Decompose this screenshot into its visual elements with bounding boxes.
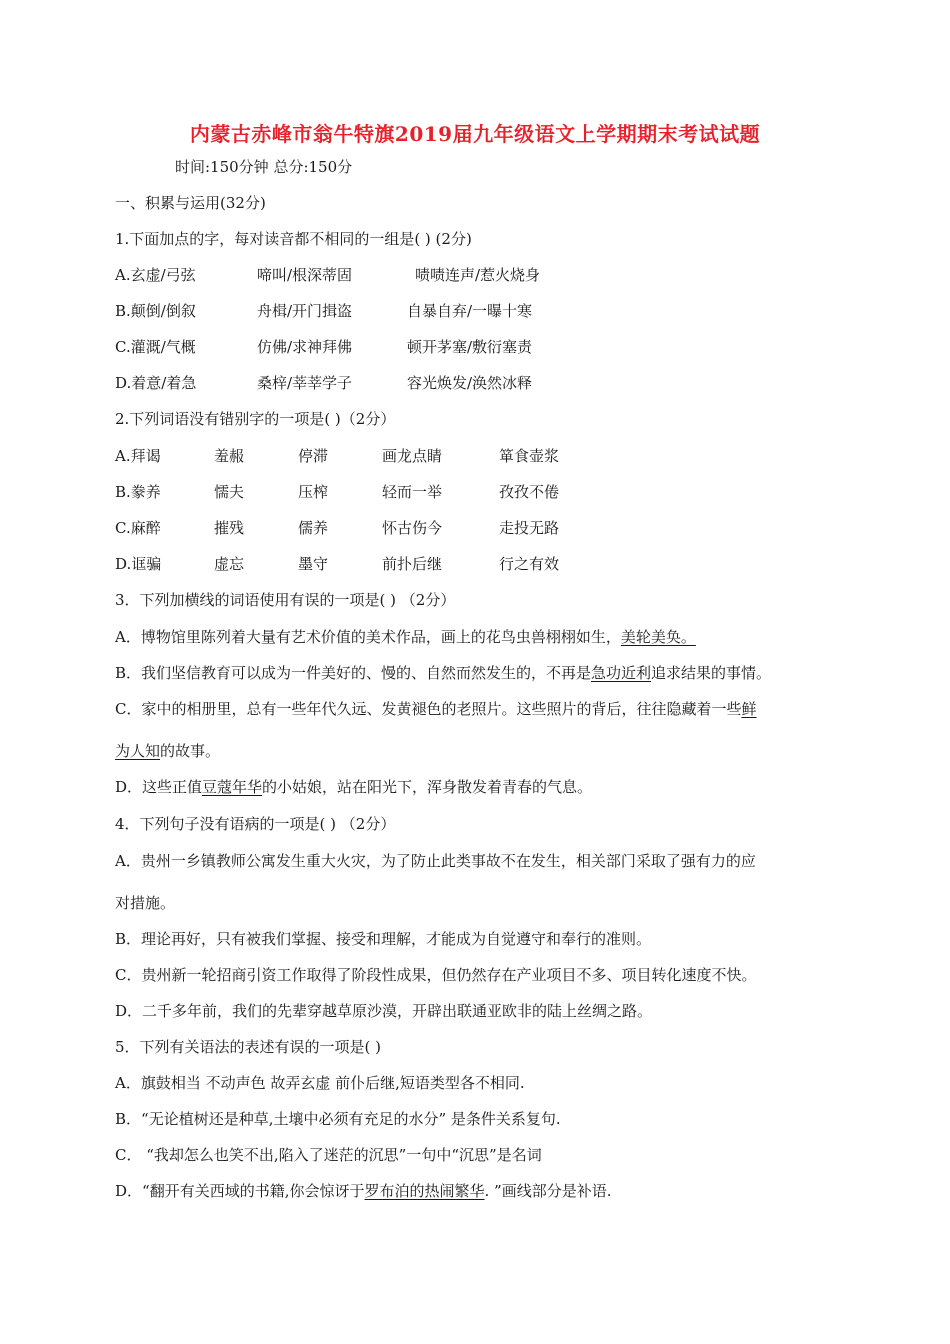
q1-option-c-label: C.灌溉/气概 [115, 338, 196, 356]
q3-option-b [115, 663, 771, 683]
question-2-stem: 2.下列词语没有错别字的一项是( )（2分） [115, 410, 396, 428]
q2-b-3: 压榨 [298, 483, 329, 501]
q3-d-underlined: 豆蔻年华 [202, 778, 263, 796]
q5-option-d [115, 1181, 611, 1201]
question-4-stem: 4．下列句子没有语病的一项是( ) （2分） [115, 815, 396, 833]
q1-option-d-col3: 容光焕发/涣然冰释 [407, 374, 533, 392]
q2-d-5: 行之有效 [499, 555, 560, 573]
q3-b-text-end: 追求结果的事情。 [651, 664, 772, 682]
q5-d-underlined: 罗布泊的热闹繁华 [364, 1182, 485, 1200]
q4-option-a-cont: 对措施。 [115, 894, 176, 912]
q2-b-5: 孜孜不倦 [499, 483, 560, 501]
q3-option-a [115, 627, 696, 647]
q4-option-a: A．贵州一乡镇教师公寓发生重大火灾，为了防止此类事故不在发生，相关部门采取了强有力的应 [115, 852, 756, 870]
q3-d-text: D．这些正值 [115, 778, 203, 796]
q3-c-underlined-start: 鲜 [741, 700, 757, 718]
q3-c-underlined-end: 为人知 [115, 742, 161, 760]
q2-a-5: 箪食壶浆 [499, 447, 560, 465]
q2-d-1: D.诓骗 [115, 555, 162, 573]
q1-option-b-label: B.颠倒/倒叙 [115, 302, 196, 320]
q2-d-2: 虚忘 [214, 555, 245, 573]
q2-a-3: 停滞 [298, 447, 329, 465]
q3-c-text: C．家中的相册里，总有一些年代久远、发黄褪色的老照片。这些照片的背后，往往隐藏着一些 [115, 700, 742, 718]
q2-d-3: 墨守 [298, 555, 329, 573]
q1-option-a-label: A.玄虚/弓弦 [115, 266, 196, 284]
question-3-stem: 3．下列加横线的词语使用有误的一项是( ) （2分） [115, 591, 456, 609]
q2-c-2: 摧残 [214, 519, 245, 537]
q5-option-c: C． “我却怎么也笑不出,陷入了迷茫的沉思”一句中“沉思”是名词 [115, 1146, 542, 1164]
section-heading: 一、积累与运用(32分) [115, 194, 266, 212]
q5-option-b: B．“无论植树还是种草,土壤中必须有充足的水分” 是条件关系复句. [115, 1110, 561, 1128]
q1-option-d-label: D.着意/着急 [115, 374, 197, 392]
q1-option-c-col2: 仿佛/求神拜佛 [257, 338, 353, 356]
q2-a-1: A.拜谒 [115, 447, 161, 465]
q5-d-text-end: . ”画线部分是补语. [484, 1182, 612, 1200]
q3-option-d [115, 777, 592, 797]
q3-d-text-end: 的小姑娘，站在阳光下，浑身散发着青春的气息。 [262, 778, 593, 796]
q1-option-b-col2: 舟楫/开门揖盗 [257, 302, 353, 320]
q1-option-a-col3: 啧啧连声/惹火烧身 [415, 266, 541, 284]
q3-option-c [115, 699, 757, 719]
q2-b-4: 轻而一举 [382, 483, 443, 501]
q2-c-1: C.麻醉 [115, 519, 161, 537]
q3-a-underlined: 美轮美奂。 [620, 628, 696, 646]
question-1-stem: 1.下面加点的字，每对读音都不相同的一组是( ) (2分) [115, 230, 472, 248]
q3-a-text: A．博物馆里陈列着大量有艺术价值的美术作品，画上的花鸟虫兽栩栩如生， [115, 628, 621, 646]
q1-option-d-col2: 桑梓/莘莘学子 [257, 374, 353, 392]
q2-c-3: 儒养 [298, 519, 329, 537]
q1-option-a-col2: 啼叫/根深蒂固 [257, 266, 353, 284]
q5-d-text: D．“翻开有关西域的书籍,你会惊讶于 [115, 1182, 365, 1200]
q2-b-1: B.豢养 [115, 483, 161, 501]
q5-option-a: A．旗鼓相当 不动声色 故弄玄虚 前仆后继,短语类型各不相同. [115, 1074, 525, 1092]
q2-a-4: 画龙点睛 [382, 447, 443, 465]
q3-option-c-cont [115, 741, 220, 761]
q1-option-c-col3: 顿开茅塞/敷衍塞责 [407, 338, 533, 356]
q3-c-text-end: 的故事。 [160, 742, 221, 760]
q3-b-text: B．我们坚信教育可以成为一件美好的、慢的、自然而然发生的，不再是 [115, 664, 592, 682]
q4-option-c: C．贵州新一轮招商引资工作取得了阶段性成果，但仍然存在产业项目不多、项目转化速度不快。 [115, 966, 757, 984]
exam-time-and-score: 时间:150分钟 总分:150分 [175, 158, 353, 176]
q4-option-d: D．二千多年前，我们的先辈穿越草原沙漠，开辟出联通亚欧非的陆上丝绸之路。 [115, 1002, 653, 1020]
exam-title: 内蒙古赤峰市翁牛特旗2019届九年级语文上学期期末考试试题 [189, 122, 761, 146]
q4-option-b: B．理论再好，只有被我们掌握、接受和理解，才能成为自觉遵守和奉行的准则。 [115, 930, 652, 948]
q2-d-4: 前扑后继 [382, 555, 443, 573]
q2-a-2: 羞赧 [214, 447, 245, 465]
q2-c-4: 怀古伤今 [382, 519, 443, 537]
question-5-stem: 5．下列有关语法的表述有误的一项是( ) [115, 1038, 382, 1056]
q2-c-5: 走投无路 [499, 519, 560, 537]
q3-b-underlined: 急功近利 [591, 664, 652, 682]
q2-b-2: 懦夫 [214, 483, 245, 501]
q1-option-b-col3: 自暴自弃/一曝十寒 [407, 302, 533, 320]
